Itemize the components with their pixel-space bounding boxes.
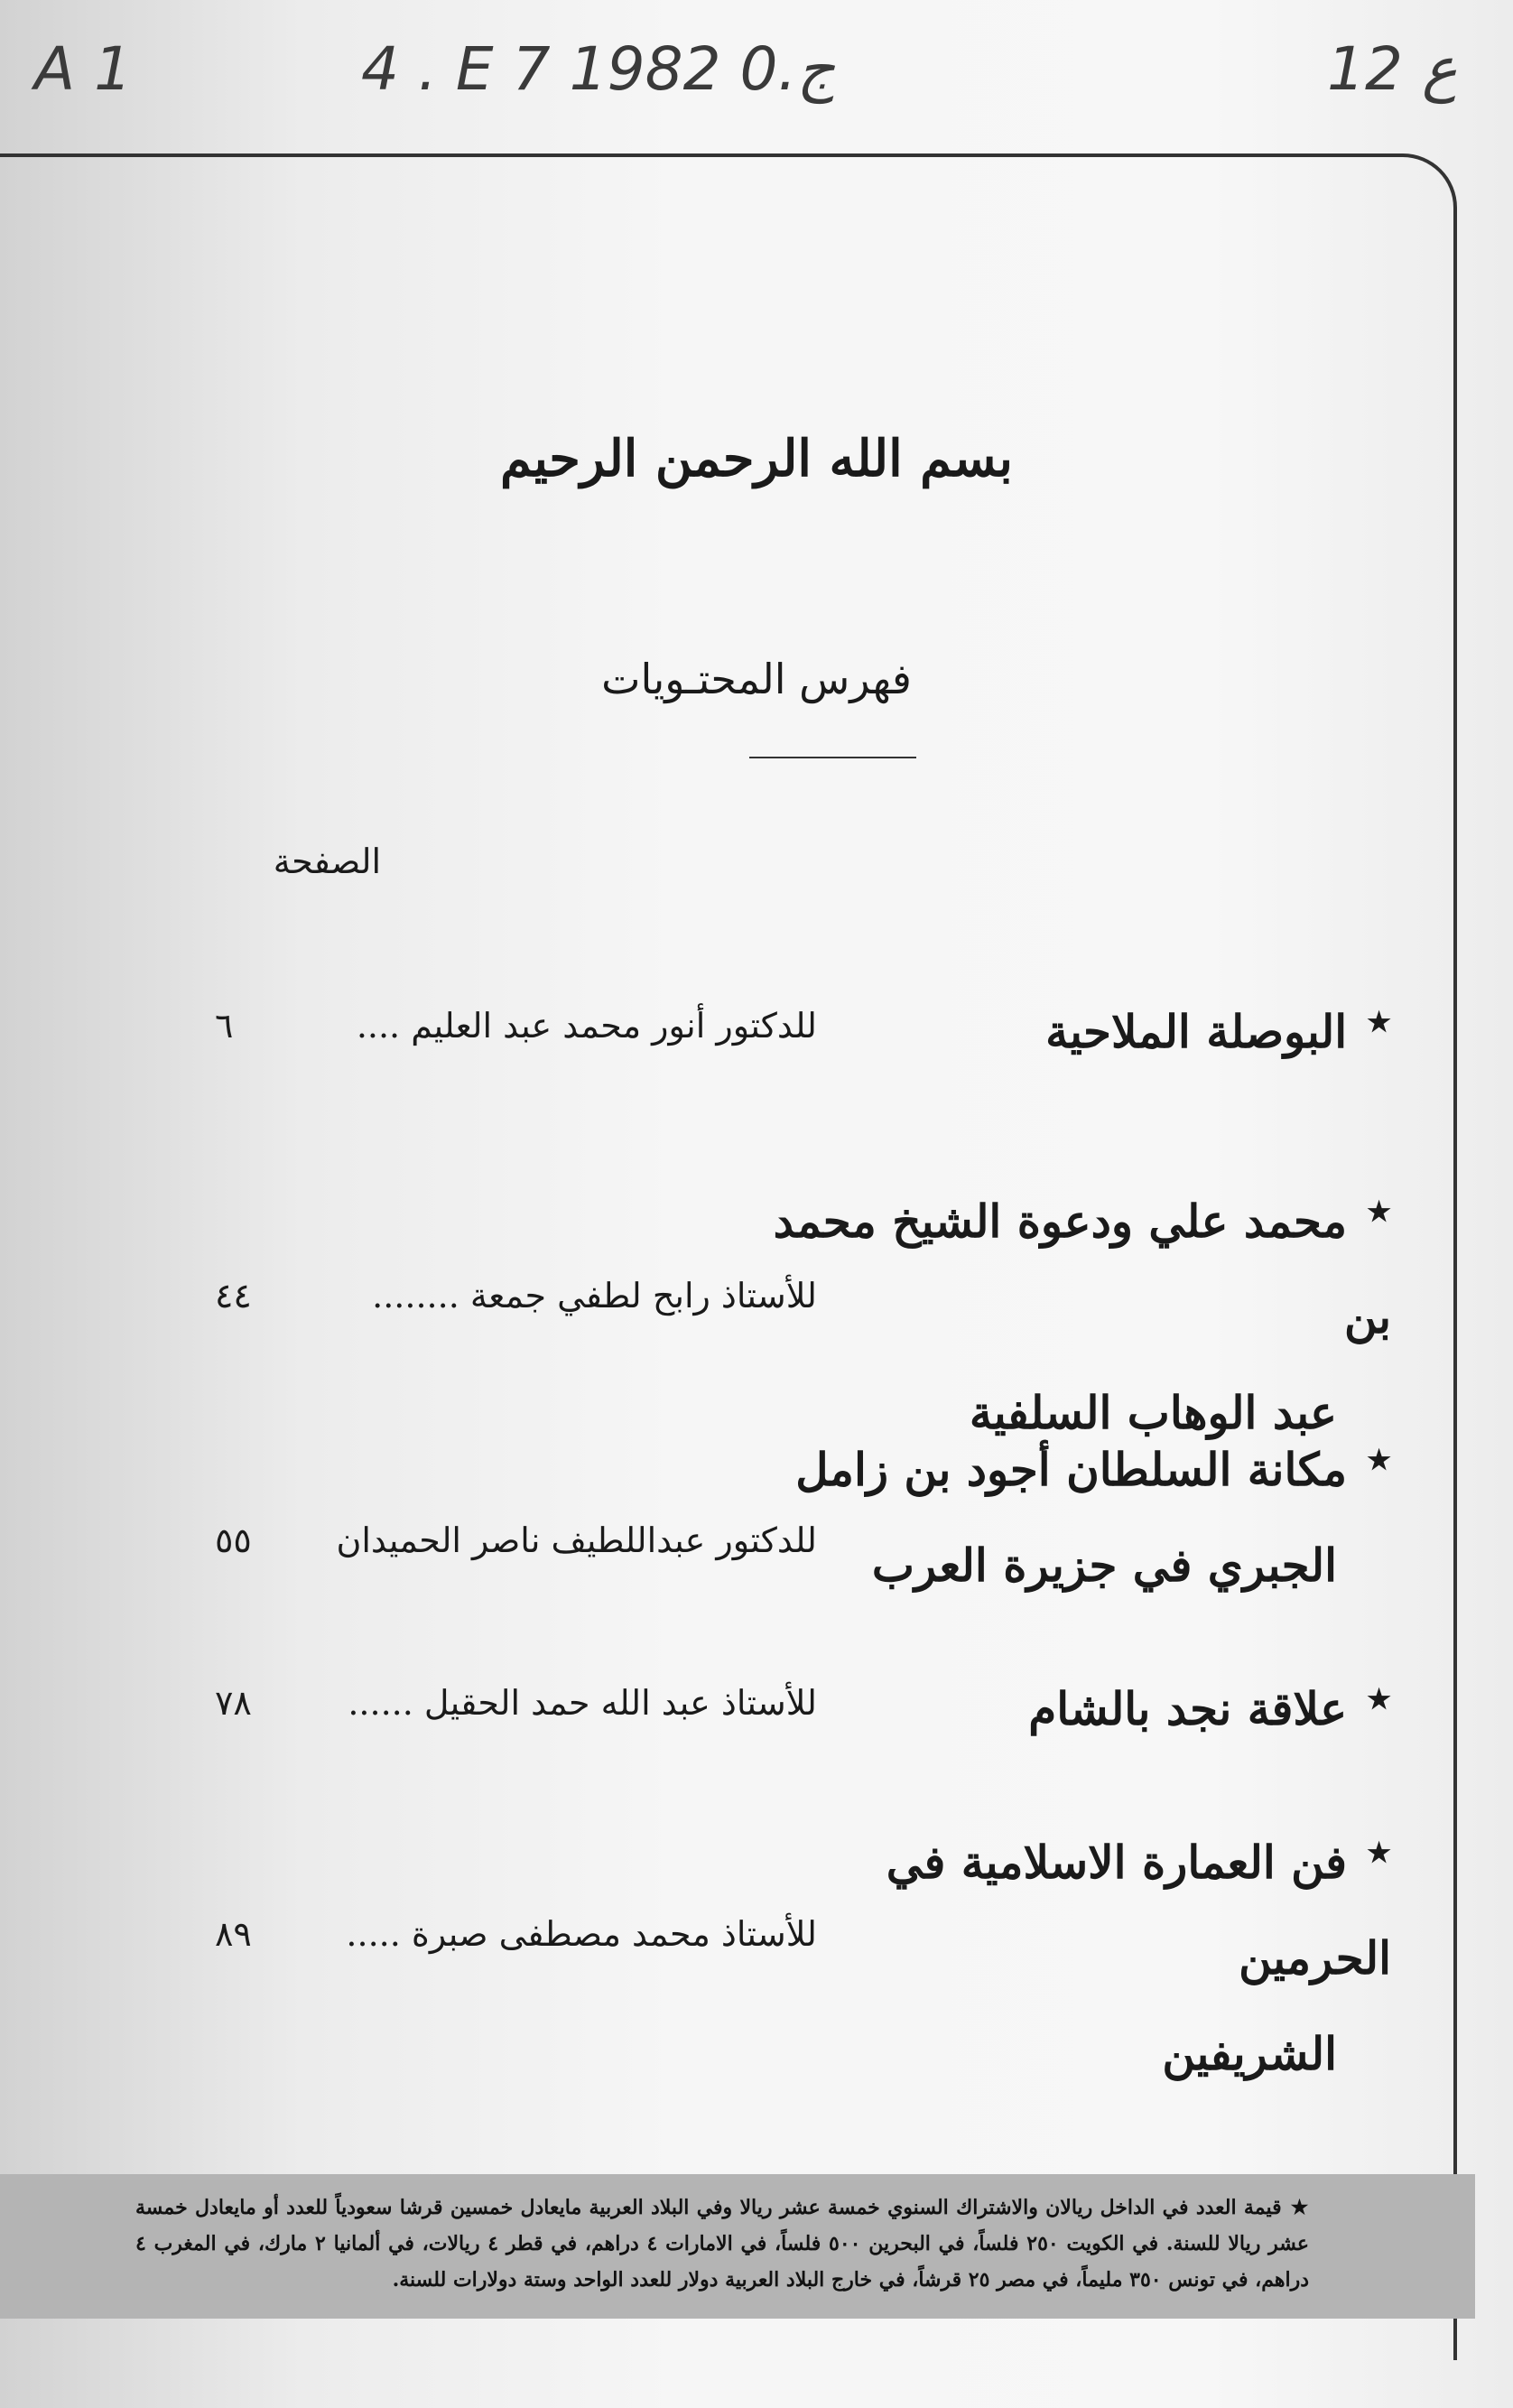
toc-entry-title — [732, 1652, 1391, 1757]
star-bullet-icon: ★ — [1367, 1445, 1391, 1476]
star-bullet-icon: ★ — [1367, 1684, 1391, 1715]
star-bullet-icon: ★ — [1367, 1196, 1391, 1228]
toc-entry-page: ٥٥ — [215, 1520, 252, 1560]
author-name: للأستاذ رابح لطفي جمعة — [469, 1276, 817, 1316]
toc-entry-page: ٨٩ — [215, 1914, 252, 1954]
entry-title-line: الجبري في جزيرة العرب — [871, 1539, 1337, 1592]
entry-title-line: عبد الوهاب السلفية — [969, 1386, 1337, 1439]
toc-entry-page: ٤٤ — [215, 1276, 252, 1316]
toc-entry-author — [217, 1276, 817, 1316]
handwritten-mark-left: A 1 — [34, 34, 133, 104]
star-bullet-icon: ★ — [1367, 1007, 1391, 1038]
entry-title-line: الشريفين — [1162, 2027, 1337, 2080]
dot-leader: ...... — [348, 1683, 413, 1723]
entry-title-line: علاقة نجد بالشام — [1028, 1682, 1348, 1735]
toc-entry-author — [217, 1006, 817, 1046]
toc-entry-author — [217, 1914, 817, 1954]
entry-title-line: محمد علي ودعوة الشيخ محمد بن — [773, 1195, 1391, 1343]
subscription-footnote — [135, 2190, 1309, 2298]
toc-entry-page: ٧٨ — [215, 1683, 252, 1723]
star-bullet-icon: ★ — [1367, 1837, 1391, 1869]
dot-leader: ........ — [372, 1276, 459, 1316]
handwritten-catalog-mark — [27, 34, 1490, 134]
title-underline — [749, 757, 916, 758]
toc-entry-author — [217, 1683, 817, 1723]
footnote-text: قيمة العدد في الداخل ريالان والاشتراك السنوي خمسة عشر ريالا وفي البلاد العربية مايعادل خمسين قرشا سعودياً للعدد أو مايعادل خمسة عشر ريالا للسنة. في الكويت ٢٥٠ فلساً، في البحرين ٥٠٠ فلساً، في الامارات ٤ دراهم، في قطر ٤ ريالات، في ألمانيا ٢ مارك، في المغرب ٤ دراهم، في تونس ٣٥٠ مليماً، في مصر ٢٥ قرشاً، في خارج البلاد العربية دولار للعدد الواحد وستة دولارات للسنة. — [135, 2196, 1309, 2292]
author-name: للدكتور أنور محمد عبد العليم — [411, 1006, 817, 1046]
handwritten-mark-right: ع 12 — [1327, 34, 1458, 104]
handwritten-mark-date: 4 . E 7 ج.0 1982 — [361, 34, 836, 104]
entry-title-line: البوصلة الملاحية — [1045, 1005, 1348, 1058]
entry-title-line: فن العمارة الاسلامية في الحرمين — [886, 1836, 1391, 1985]
basmala-heading: بسم الله الرحمن الرحيم — [500, 429, 1013, 488]
author-name: للدكتور عبداللطيف ناصر الحميدان — [336, 1520, 817, 1560]
toc-entry-title — [732, 975, 1391, 1080]
toc-entry-author — [217, 1520, 817, 1560]
star-bullet-icon: ★ — [1290, 2196, 1309, 2219]
toc-entry-title — [732, 1806, 1391, 2102]
toc-entry-page: ٦ — [215, 1006, 234, 1046]
dot-leader: ..... — [346, 1914, 401, 1954]
author-name: للأستاذ عبد الله حمد الحقيل — [423, 1683, 817, 1723]
page-column-label: الصفحة — [273, 841, 381, 881]
toc-title: فهرس المحتـويات — [601, 655, 912, 703]
dot-leader: .... — [356, 1006, 401, 1046]
entry-title-line: مكانة السلطان أجود بن زامل — [795, 1443, 1348, 1496]
author-name: للأستاذ محمد مصطفى صبرة — [411, 1914, 817, 1954]
toc-entry-title — [732, 1413, 1391, 1613]
